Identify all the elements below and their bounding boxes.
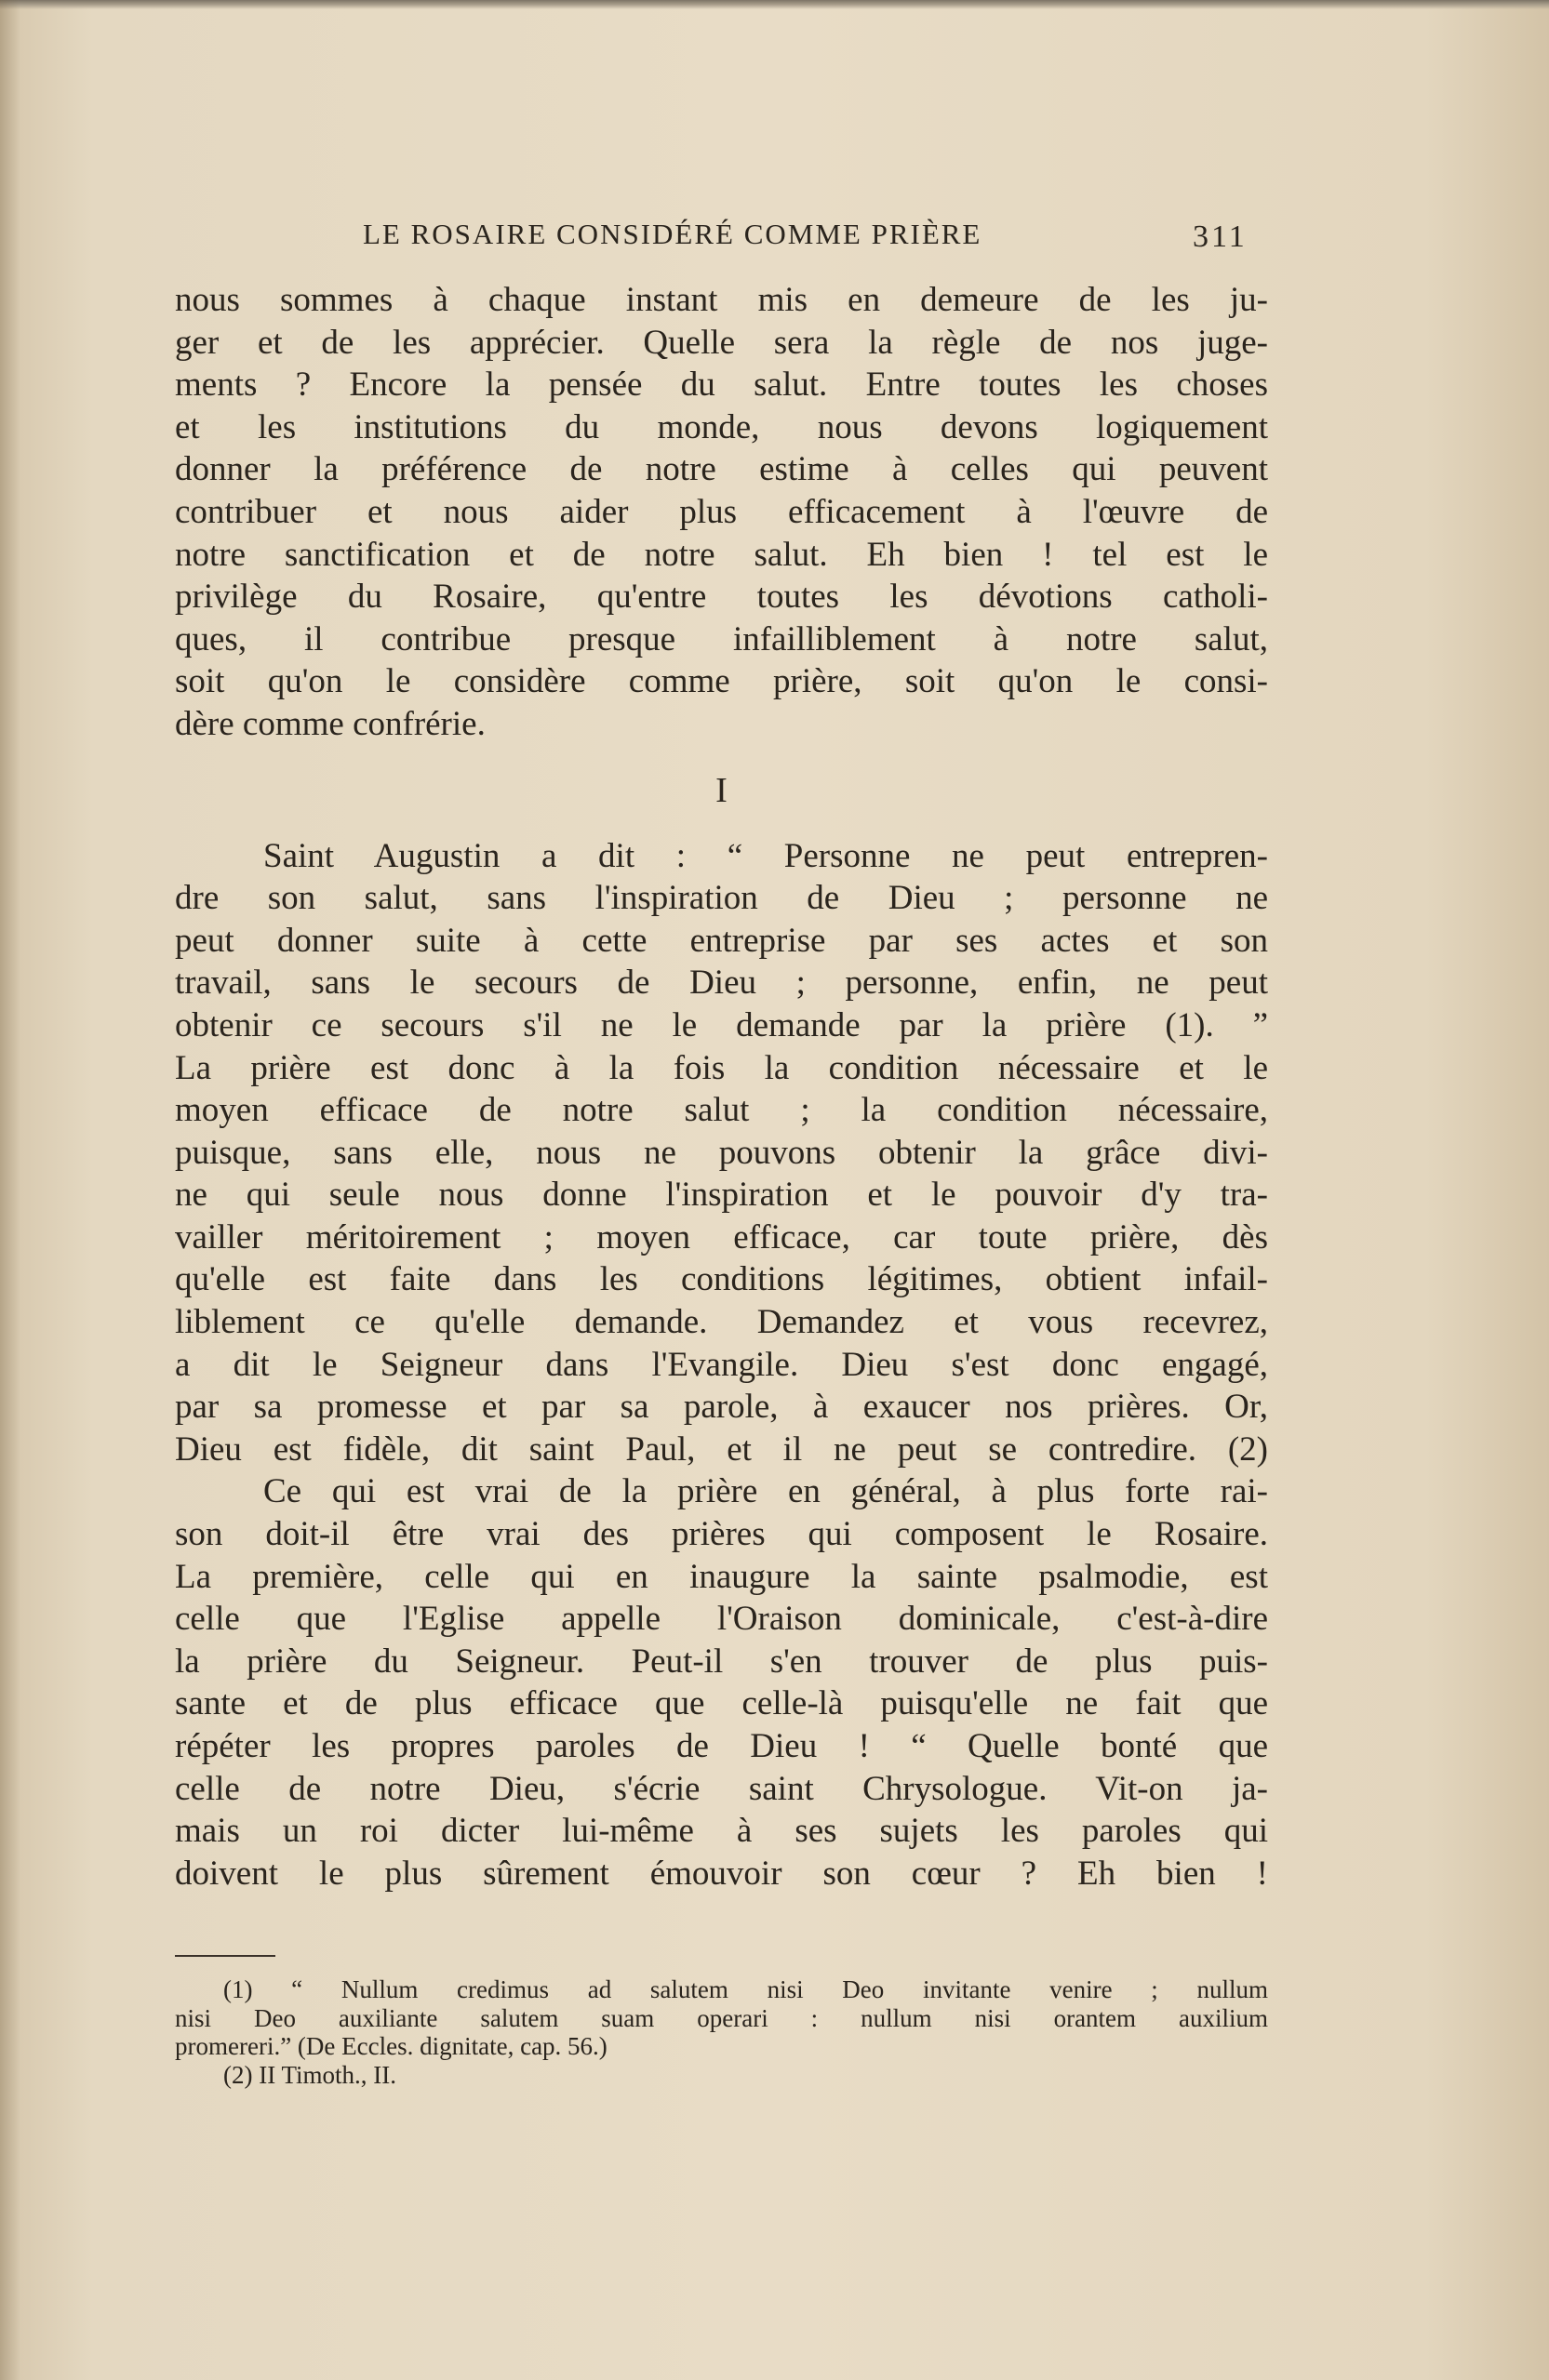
text-line: obtenir ce secours s'il ne le demande par la prière (1). ” — [175, 1005, 1268, 1044]
text-line: notre sanctification et de notre salut. Eh bien ! tel est le — [175, 535, 1268, 574]
text-line: qu'elle est faite dans les conditions légitimes, obtient infail- — [175, 1260, 1268, 1299]
text-line: Saint Augustin a dit : “ Personne ne peut entrepren- — [263, 836, 1268, 875]
text-line: La première, celle qui en inaugure la sainte psalmodie, est — [175, 1557, 1268, 1596]
text-line: dre son salut, sans l'inspiration de Dieu ; personne ne — [175, 879, 1268, 918]
text-line: mais un roi dicter lui-même à ses sujets les paroles qui — [175, 1812, 1268, 1851]
text-line: son doit-il être vrai des prières qui composent le Rosaire. — [175, 1515, 1268, 1554]
footnote-line: (2) II Timoth., II. — [223, 2060, 397, 2089]
text-line: celle de notre Dieu, s'écrie saint Chrysologue. Vit-on ja- — [175, 1769, 1268, 1808]
text-line: donner la préférence de notre estime à celles qui peuvent — [175, 450, 1268, 489]
text-line: contribuer et nous aider plus efficacement à l'œuvre de — [175, 492, 1268, 531]
text-line: privilège du Rosaire, qu'entre toutes les dévotions catholi- — [175, 578, 1268, 617]
text-line: doivent le plus sûrement émouvoir son cœur ? Eh bien ! — [175, 1854, 1268, 1893]
text-line: soit qu'on le considère comme prière, soit qu'on le consi- — [175, 662, 1268, 701]
main-text — [175, 279, 1268, 1895]
text-line: ger et de les apprécier. Quelle sera la règle de nos juge- — [175, 323, 1268, 362]
page-gutter-shadow — [0, 0, 20, 2380]
section-heading: I — [715, 770, 728, 810]
footnote-line: nisi Deo auxiliante salutem suam operari : nullum nisi orantem auxilium — [175, 2003, 1268, 2032]
running-head — [167, 212, 1284, 259]
footnote-line: (1) “ Nullum credimus ad salutem nisi Deo invitante venire ; nullum — [223, 1975, 1268, 2003]
page-number: 311 — [1193, 219, 1248, 254]
text-line: par sa promesse et par sa parole, à exaucer nos prières. Or, — [175, 1388, 1268, 1427]
text-line: dère comme confrérie. — [175, 704, 486, 743]
running-title: LE ROSAIRE CONSIDÉRÉ COMME PRIÈRE — [363, 218, 982, 250]
paragraph-1 — [175, 279, 1268, 746]
text-line: nous sommes à chaque instant mis en demeure de les ju- — [175, 281, 1268, 319]
text-line: puisque, sans elle, nous ne pouvons obtenir la grâce divi- — [175, 1133, 1268, 1172]
footnote-separator — [175, 1955, 275, 1957]
page-top-edge — [0, 0, 1549, 9]
text-line: répéter les propres paroles de Dieu ! “ Quelle bonté que — [175, 1727, 1268, 1765]
text-line: liblement ce qu'elle demande. Demandez et vous recevrez, — [175, 1303, 1268, 1342]
footnotes — [175, 1975, 1268, 2089]
text-line: sante et de plus efficace que celle-là puisqu'elle ne fait que — [175, 1684, 1268, 1723]
text-line: Ce qui est vrai de la prière en général, à plus forte rai- — [263, 1472, 1268, 1511]
text-line: La prière est donc à la fois la condition nécessaire et le — [175, 1048, 1268, 1087]
text-line: a dit le Seigneur dans l'Evangile. Dieu s'est donc engagé, — [175, 1345, 1268, 1384]
text-line: ments ? Encore la pensée du salut. Entre toutes les choses — [175, 366, 1268, 405]
text-line: travail, sans le secours de Dieu ; personne, enfin, ne peut — [175, 964, 1268, 1003]
text-line: la prière du Seigneur. Peut-il s'en trouver de plus puis- — [175, 1642, 1268, 1681]
footnote-line: promereri.” (De Eccles. dignitate, cap. 56.) — [175, 2032, 608, 2060]
text-line: Dieu est fidèle, dit saint Paul, et il ne peut se contredire. (2) — [175, 1429, 1268, 1469]
text-line: et les institutions du monde, nous devons logiquement — [175, 407, 1268, 446]
paragraph-2 — [175, 835, 1268, 1471]
paragraph-3 — [175, 1470, 1268, 1895]
text-line: moyen efficace de notre salut ; la condition nécessaire, — [175, 1091, 1268, 1130]
text-line: peut donner suite à cette entreprise par ses actes et son — [175, 921, 1268, 960]
text-line: vailler méritoirement ; moyen efficace, car toute prière, dès — [175, 1217, 1268, 1256]
text-line: celle que l'Eglise appelle l'Oraison dominicale, c'est-à-dire — [175, 1600, 1268, 1639]
text-line: ne qui seule nous donne l'inspiration et le pouvoir d'y tra- — [175, 1176, 1268, 1215]
text-line: ques, il contribue presque infailliblement à notre salut, — [175, 619, 1268, 658]
